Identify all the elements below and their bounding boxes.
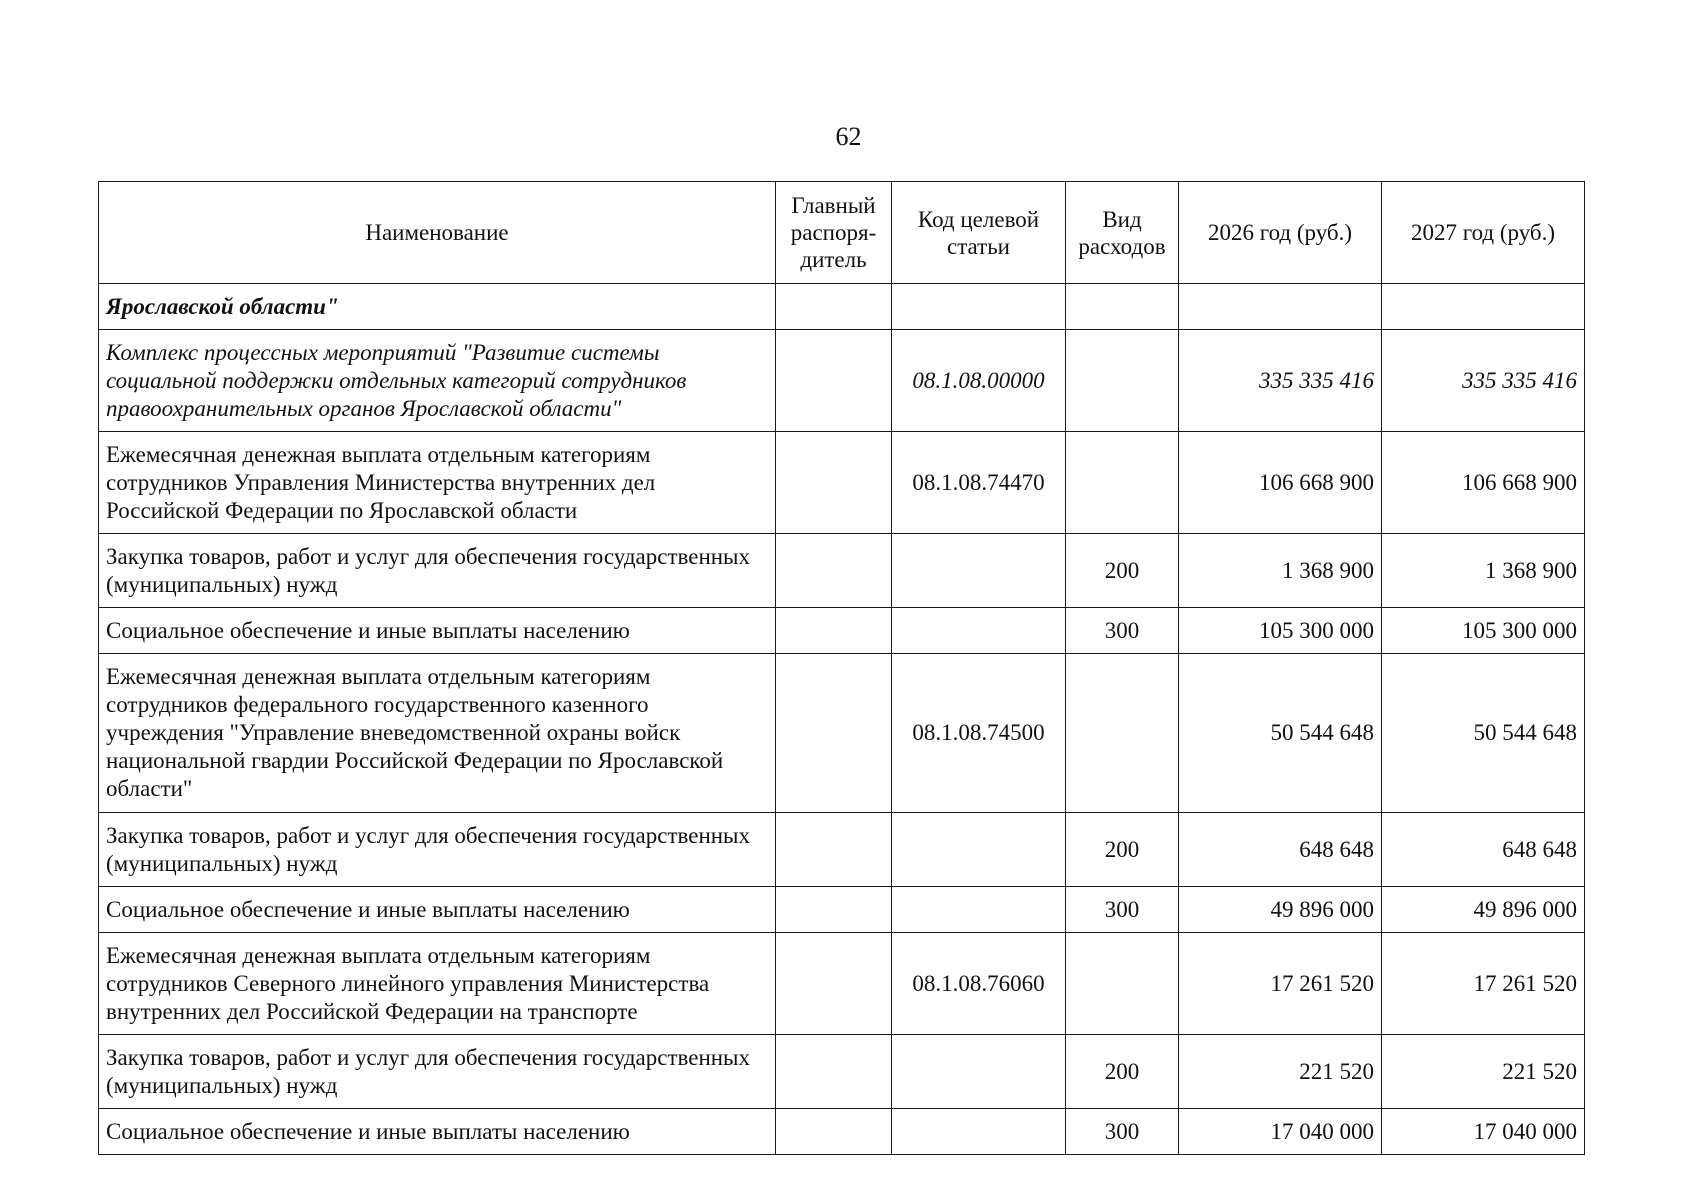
row-2027: 17 040 000 <box>1382 1109 1585 1155</box>
row-name: Закупка товаров, работ и услуг для обеспечения государственных (муниципальных) нужд <box>99 534 776 608</box>
row-manager <box>776 933 892 1035</box>
row-2026: 17 261 520 <box>1179 933 1382 1035</box>
table-row <box>99 933 1585 1035</box>
header-name: Наименование <box>99 182 776 284</box>
row-2026: 105 300 000 <box>1179 608 1382 654</box>
row-code <box>892 284 1066 330</box>
row-type <box>1066 654 1179 813</box>
header-code: Код целевой статьи <box>892 182 1066 284</box>
row-2027: 648 648 <box>1382 813 1585 887</box>
row-2027: 221 520 <box>1382 1035 1585 1109</box>
row-code <box>892 1035 1066 1109</box>
row-code: 08.1.08.76060 <box>892 933 1066 1035</box>
row-manager <box>776 608 892 654</box>
page-number: 62 <box>835 122 862 151</box>
row-manager <box>776 654 892 813</box>
row-name: Ежемесячная денежная выплата отдельным категориям сотрудников федерального государственного казенного учреждения "Управление вневедомственной охраны войск национальной гвардии Российской Федерации по Ярославской области" <box>99 654 776 813</box>
table-row <box>99 534 1585 608</box>
row-code: 08.1.08.74470 <box>892 432 1066 534</box>
table-row <box>99 654 1585 813</box>
row-type <box>1066 330 1179 432</box>
row-code <box>892 608 1066 654</box>
row-type: 300 <box>1066 887 1179 933</box>
row-2027: 105 300 000 <box>1382 608 1585 654</box>
row-code: 08.1.08.00000 <box>892 330 1066 432</box>
row-type: 300 <box>1066 1109 1179 1155</box>
row-name: Ежемесячная денежная выплата отдельным категориям сотрудников Управления Министерства внутренних дел Российской Федерации по Ярославской области <box>99 432 776 534</box>
row-name: Социальное обеспечение и иные выплаты населению <box>99 887 776 933</box>
row-name: Социальное обеспечение и иные выплаты населению <box>99 1109 776 1155</box>
header-year-2027: 2027 год (руб.) <box>1382 182 1585 284</box>
row-2026 <box>1179 284 1382 330</box>
table-row <box>99 608 1585 654</box>
row-type: 200 <box>1066 534 1179 608</box>
row-name: Закупка товаров, работ и услуг для обеспечения государственных (муниципальных) нужд <box>99 813 776 887</box>
row-2026: 17 040 000 <box>1179 1109 1382 1155</box>
row-2026: 648 648 <box>1179 813 1382 887</box>
header-year-2026: 2026 год (руб.) <box>1179 182 1382 284</box>
row-type: 200 <box>1066 813 1179 887</box>
row-manager <box>776 1035 892 1109</box>
table-row <box>99 284 1585 330</box>
table-row <box>99 1035 1585 1109</box>
row-2027 <box>1382 284 1585 330</box>
table-row <box>99 887 1585 933</box>
row-code: 08.1.08.74500 <box>892 654 1066 813</box>
row-2027: 1 368 900 <box>1382 534 1585 608</box>
row-code <box>892 887 1066 933</box>
row-manager <box>776 284 892 330</box>
row-name: Социальное обеспечение и иные выплаты населению <box>99 608 776 654</box>
row-2027: 335 335 416 <box>1382 330 1585 432</box>
row-name: Ежемесячная денежная выплата отдельным категориям сотрудников Северного линейного управления Министерства внутренних дел Российской Федерации на транспорте <box>99 933 776 1035</box>
table-row <box>99 1109 1585 1155</box>
row-2026: 335 335 416 <box>1179 330 1382 432</box>
row-2026: 49 896 000 <box>1179 887 1382 933</box>
row-code <box>892 813 1066 887</box>
row-type: 300 <box>1066 608 1179 654</box>
header-manager: Главный распоря-дитель <box>776 182 892 284</box>
row-code <box>892 1109 1066 1155</box>
row-name: Комплекс процессных мероприятий "Развитие системы социальной поддержки отдельных категорий сотрудников правоохранительных органов Ярославской области" <box>99 330 776 432</box>
row-type <box>1066 432 1179 534</box>
row-name: Ярославской области" <box>99 284 776 330</box>
header-expense-type: Вид расходов <box>1066 182 1179 284</box>
row-manager <box>776 534 892 608</box>
row-2027: 50 544 648 <box>1382 654 1585 813</box>
budget-table <box>98 181 1585 1155</box>
row-2027: 17 261 520 <box>1382 933 1585 1035</box>
row-2026: 221 520 <box>1179 1035 1382 1109</box>
row-code <box>892 534 1066 608</box>
table-row <box>99 813 1585 887</box>
row-type <box>1066 933 1179 1035</box>
row-manager <box>776 1109 892 1155</box>
row-manager <box>776 432 892 534</box>
row-2026: 50 544 648 <box>1179 654 1382 813</box>
row-manager <box>776 813 892 887</box>
row-name: Закупка товаров, работ и услуг для обеспечения государственных (муниципальных) нужд <box>99 1035 776 1109</box>
row-2026: 106 668 900 <box>1179 432 1382 534</box>
table-header-row <box>99 182 1585 284</box>
row-type: 200 <box>1066 1035 1179 1109</box>
row-manager <box>776 887 892 933</box>
row-2027: 106 668 900 <box>1382 432 1585 534</box>
table-row <box>99 432 1585 534</box>
row-manager <box>776 330 892 432</box>
row-type <box>1066 284 1179 330</box>
row-2027: 49 896 000 <box>1382 887 1585 933</box>
table-row <box>99 330 1585 432</box>
row-2026: 1 368 900 <box>1179 534 1382 608</box>
